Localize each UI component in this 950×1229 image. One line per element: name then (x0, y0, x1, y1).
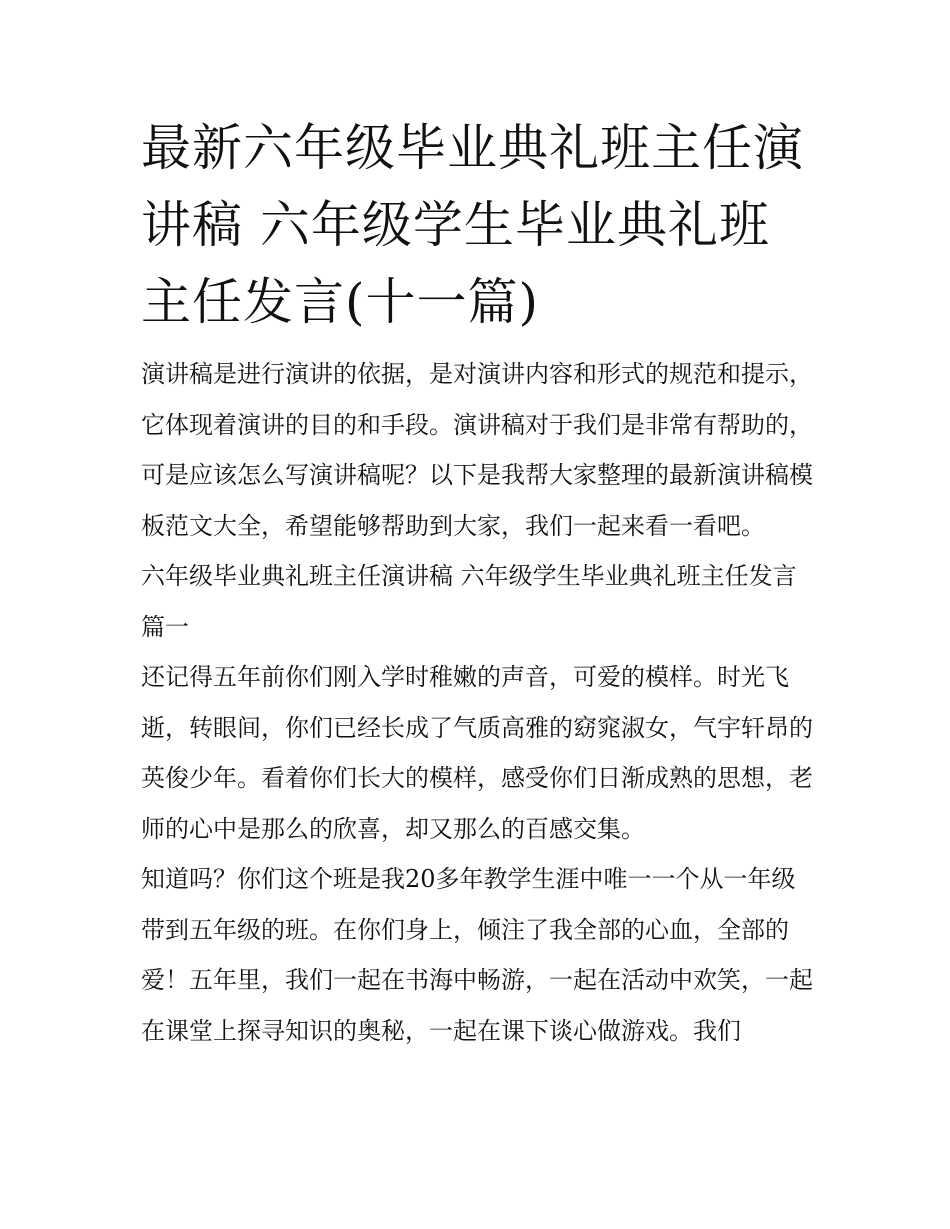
body-paragraph: 还记得五年前你们刚入学时稚嫩的声音，可爱的模样。时光飞逝，转眼间，你们已经长成了气质高雅的窈窕淑女，气宇轩昂的英俊少年。看着你们长大的模样，感受你们日渐成熟的思想，老师的心中是那么的欣喜，却又那么的百感交集。 (141, 663, 813, 843)
section-heading: 六年级毕业典礼班主任演讲稿 六年级学生毕业典礼班主任发言篇一 (141, 562, 797, 641)
body-paragraph: 知道吗？你们这个班是我20多年教学生涯中唯一一个从一年级带到五年级的班。在你们身上，倾注了我全部的心血，全部的爱！五年里，我们一起在书海中畅游，一起在活动中欢笑，一起在课堂上探寻知识的奥秘，一起在课下谈心做游戏。我们 (141, 865, 813, 1045)
document-page (141, 110, 813, 1056)
document-title: 最新六年级毕业典礼班主任演讲稿 六年级学生毕业典礼班主任发言(十一篇) (141, 119, 804, 331)
intro-paragraph: 演讲稿是进行演讲的依据，是对演讲内容和形式的规范和提示，它体现着演讲的目的和手段。演讲稿对于我们是非常有帮助的，可是应该怎么写演讲稿呢？以下是我帮大家整理的最新演讲稿模板范文大全，希望能够帮助到大家，我们一起来看一看吧。 (141, 360, 813, 540)
